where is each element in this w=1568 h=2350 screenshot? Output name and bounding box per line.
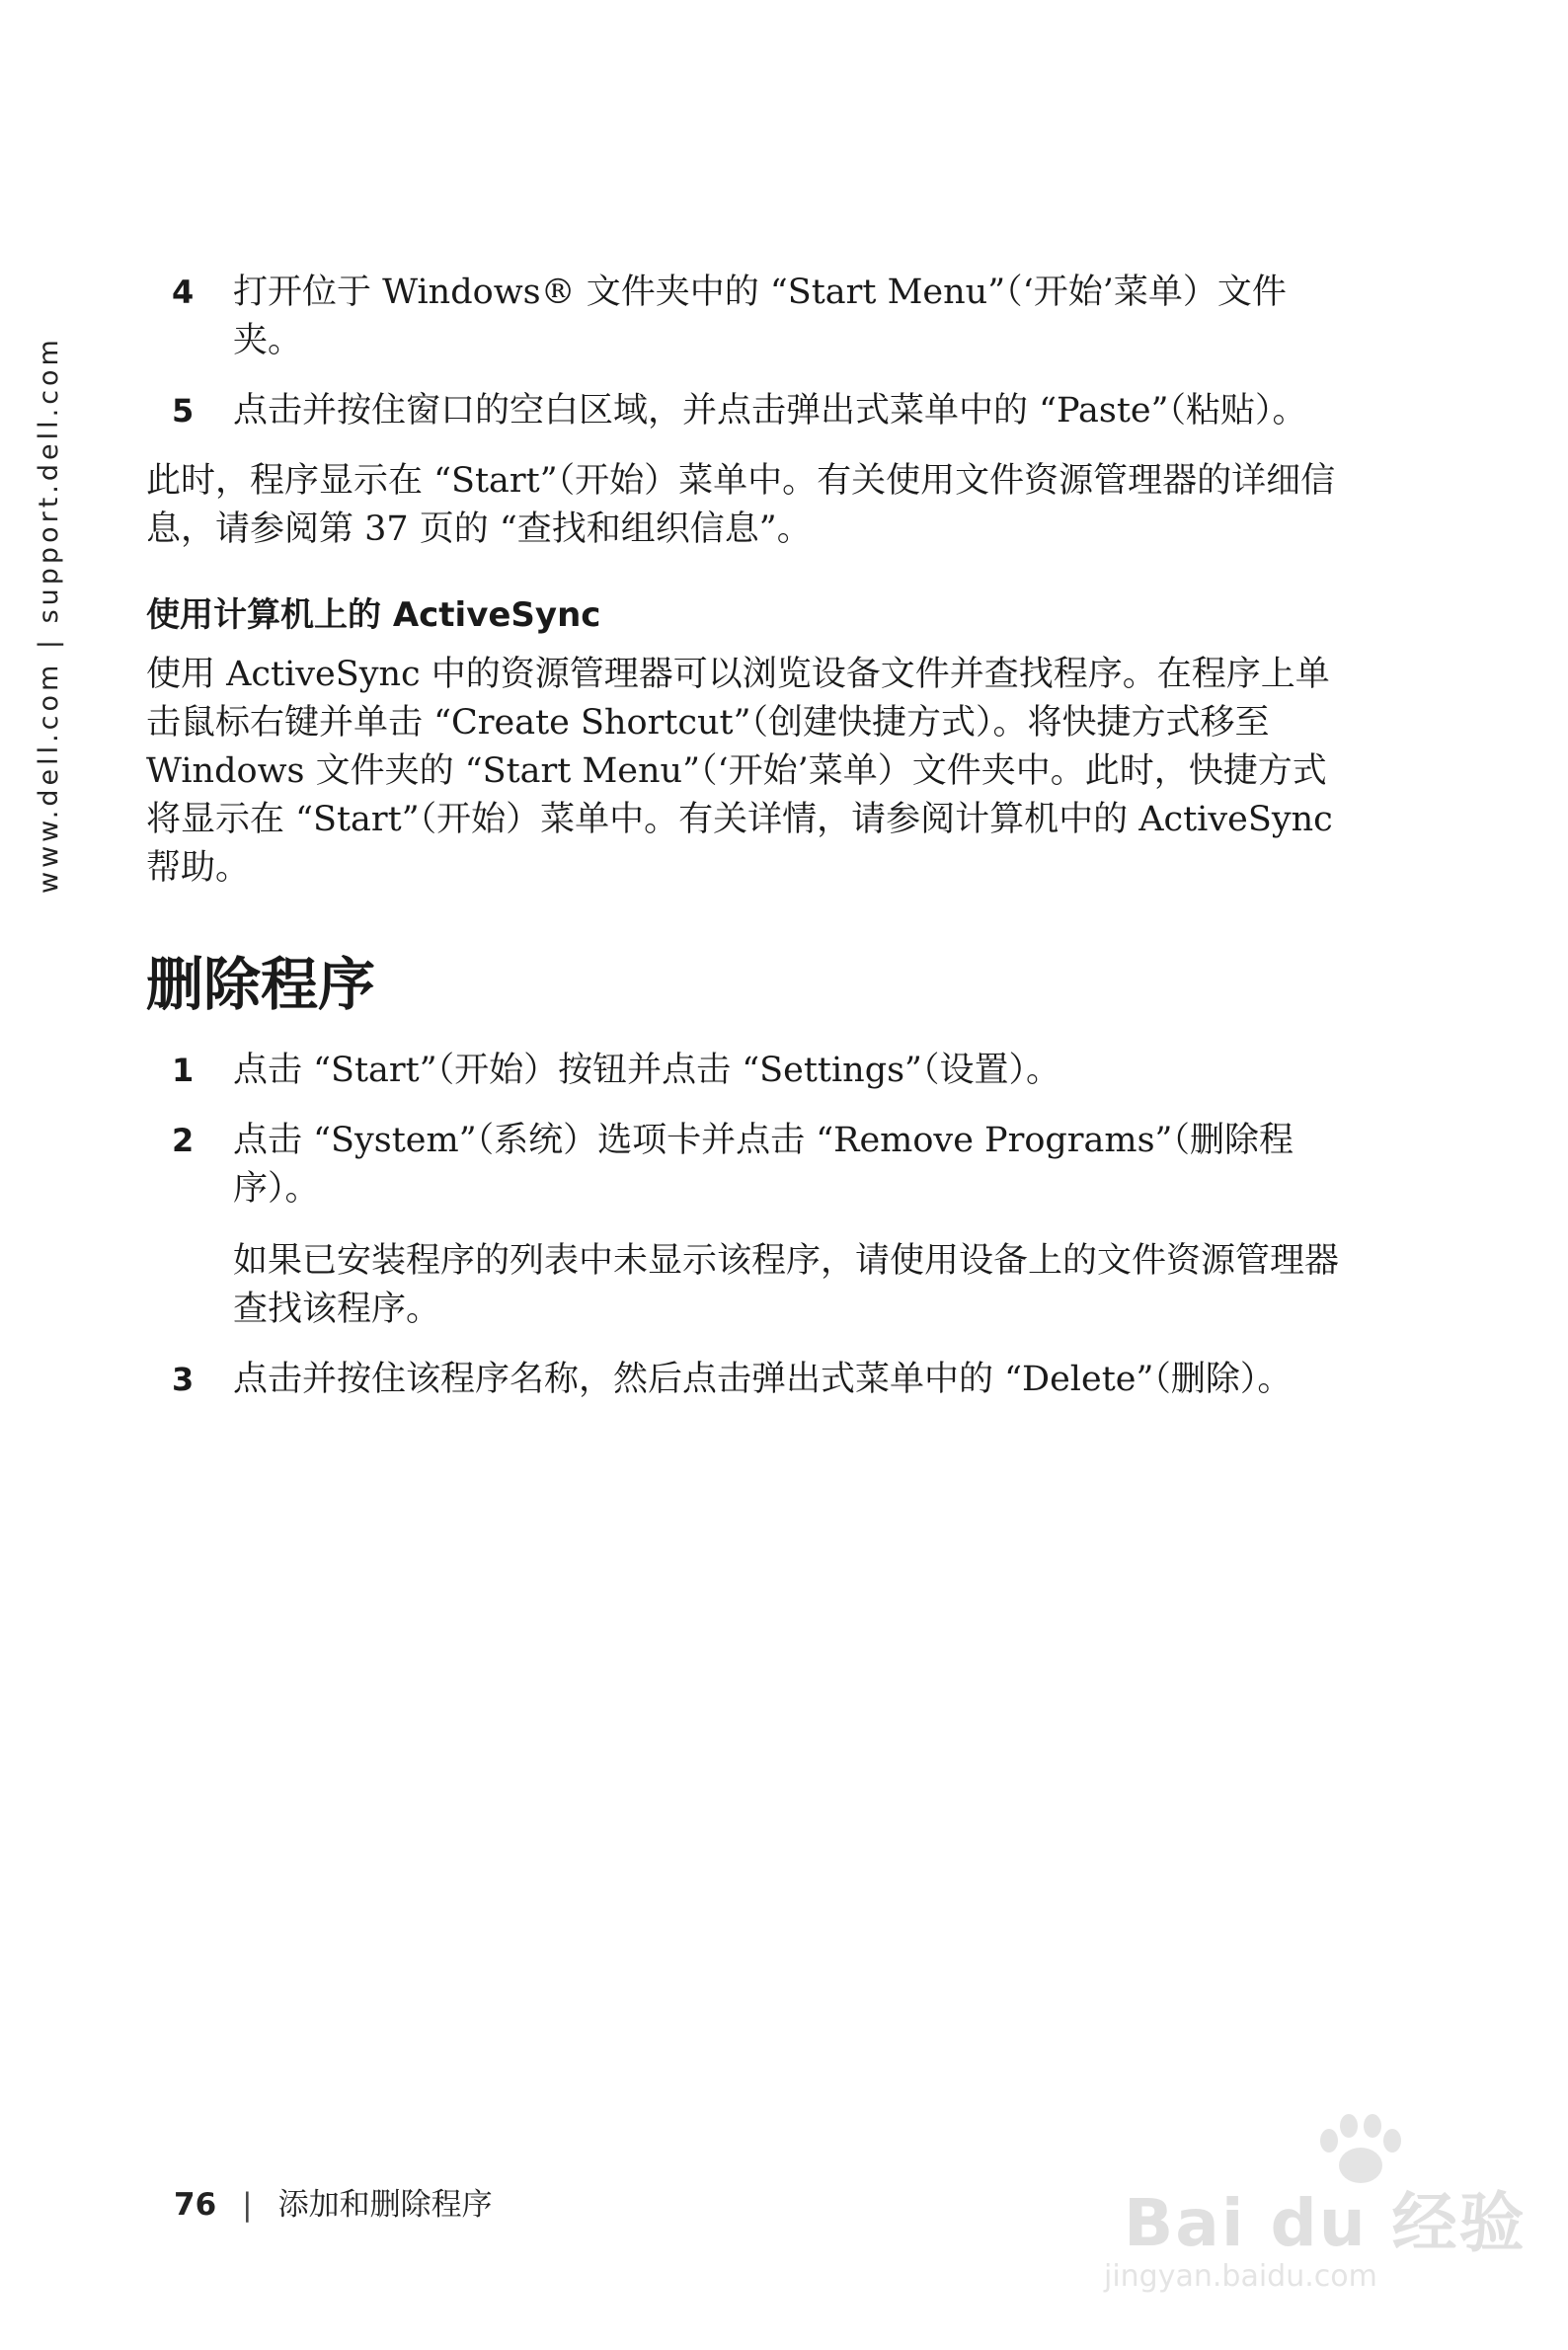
section-heading: 删除程序 xyxy=(146,951,376,1018)
step-note: 如果已安装程序的列表中未显示该程序，请使用设备上的文件资源管理器查找该程序。 xyxy=(233,1241,1340,1329)
step-number: 5 xyxy=(172,392,195,430)
step-item xyxy=(146,269,1351,365)
step-text: 点击并按住该程序名称，然后点击弹出式菜单中的 “Delete”（删除）。 xyxy=(233,1360,1293,1399)
side-url-label: www.dell.com | support.dell.com xyxy=(34,336,64,894)
page-number: 76 xyxy=(174,2187,217,2223)
step-item xyxy=(146,387,1351,435)
step-item xyxy=(146,1047,1351,1095)
paragraph: 此时，程序显示在 “Start”（开始）菜单中。有关使用文件资源管理器的详细信息，请参阅第 37 页的 “查找和组织信息”。 xyxy=(146,461,1336,549)
step-text: 点击 “System”（系统）选项卡并点击 “Remove Programs”（删除程序）。 xyxy=(233,1121,1294,1209)
step-text: 打开位于 Windows® 文件夹中的 “Start Menu”（‘开始’菜单）文件夹。 xyxy=(233,273,1287,360)
page-content xyxy=(146,269,1351,1426)
step-number: 1 xyxy=(172,1052,195,1089)
watermark-url: jingyan.baidu.com xyxy=(1104,2259,1377,2294)
page-footer xyxy=(174,2185,493,2225)
paragraph: 使用 ActiveSync 中的资源管理器可以浏览设备文件并查找程序。在程序上单击鼠标右键并单击 “Create Shortcut”（创建快捷方式）。将快捷方式移至 Windows 文件夹的 “Start Menu”（‘开始’菜单）文件夹中。此时，快捷方式将显示在 “Start”（开始）菜单中。有关详情，请参阅计算机中的 ActiveSync 帮助。 xyxy=(146,655,1333,888)
step-number: 3 xyxy=(172,1361,195,1398)
footer-separator: | xyxy=(242,2187,253,2223)
step-number: 4 xyxy=(172,274,195,311)
chapter-title: 添加和删除程序 xyxy=(277,2187,493,2223)
step-text: 点击并按住窗口的空白区域，并点击弹出式菜单中的 “Paste”（粘贴）。 xyxy=(233,391,1307,431)
step-item xyxy=(146,1356,1351,1404)
baidu-watermark xyxy=(1104,2111,1527,2318)
section-subheading: 使用计算机上的 ActiveSync xyxy=(146,595,601,635)
step-item xyxy=(146,1117,1351,1334)
watermark-brand: Bai du 经验 xyxy=(1124,2185,1527,2261)
step-number: 2 xyxy=(172,1122,195,1159)
step-text: 点击 “Start”（开始）按钮并点击 “Settings”（设置）。 xyxy=(233,1051,1060,1090)
